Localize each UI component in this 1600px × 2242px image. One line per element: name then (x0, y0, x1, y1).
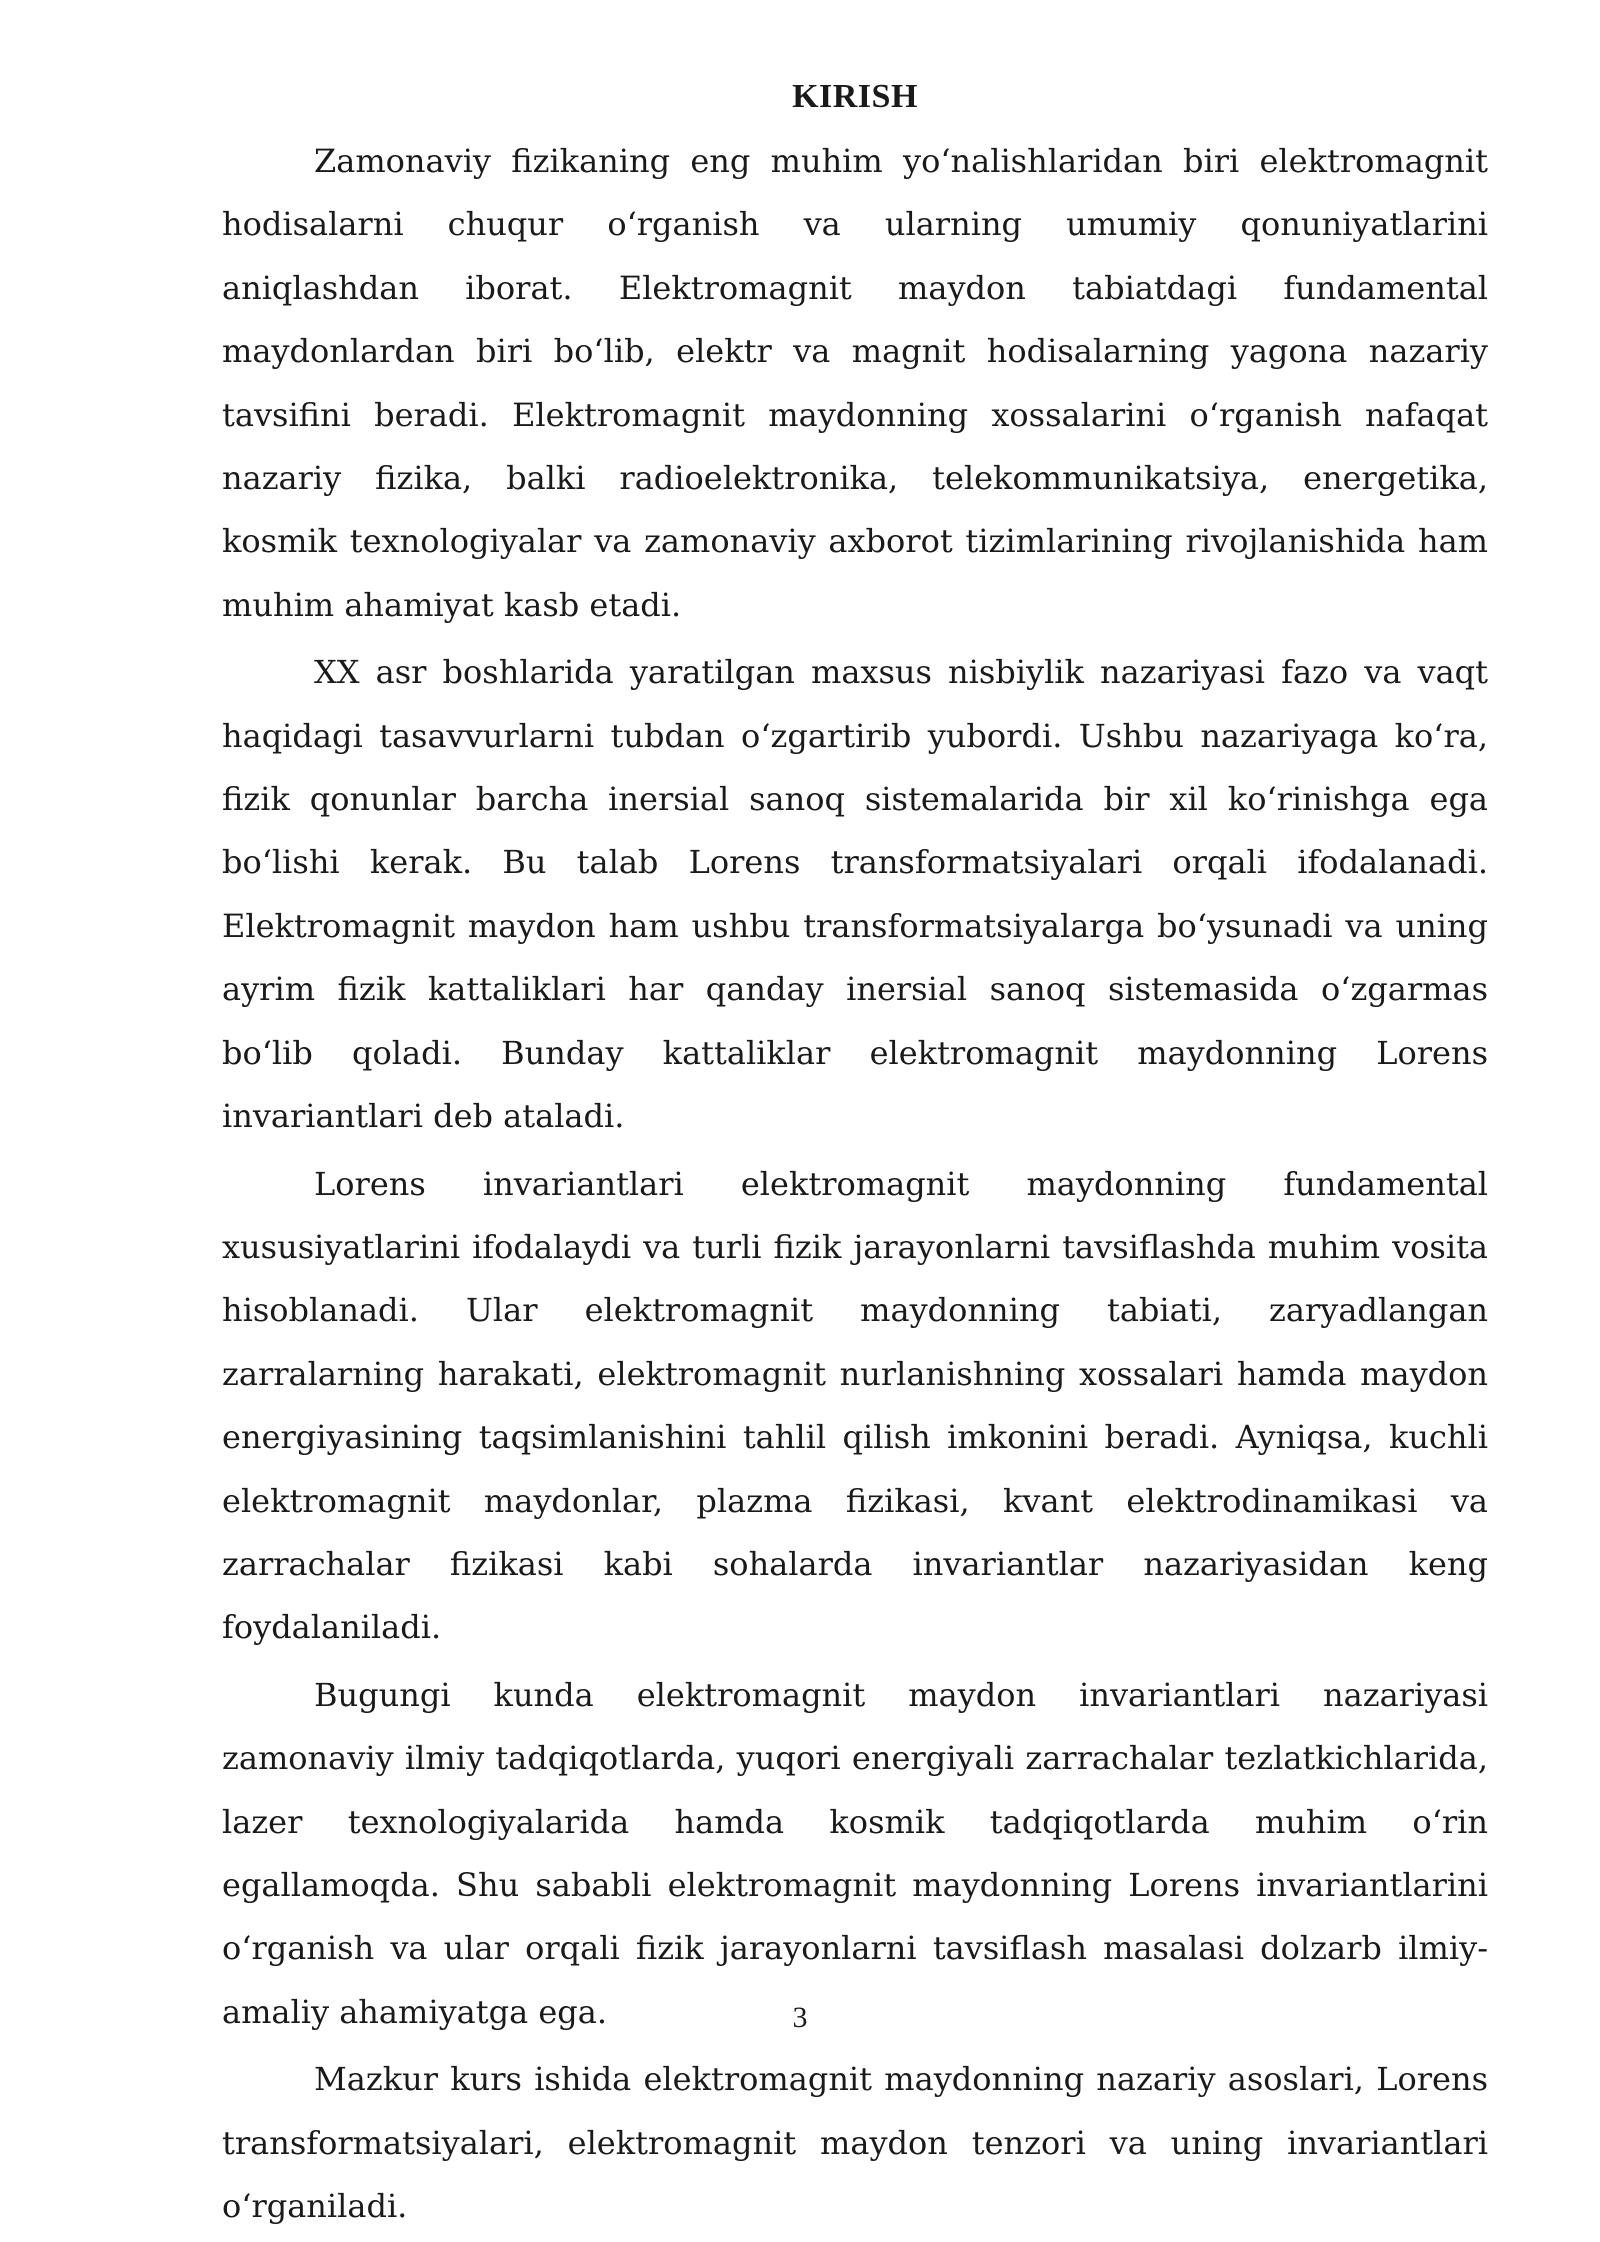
page-number: 3 (792, 2001, 808, 2034)
paragraph-5: Mazkur kurs ishida elektromagnit maydonning nazariy asoslari, Lorens transformatsiyalari, elektromagnit maydon tenzori va uning invariantlari o‘rganiladi. (222, 2060, 1488, 2225)
section-heading: KIRISH (792, 78, 918, 115)
paragraph-4: Bugungi kunda elektromagnit maydon invariantlari nazariyasi zamonaviy ilmiy tadqiqotlarda, yuqori energiyali zarrachalar tezlatkichlarida, lazer texnologiyalarida hamda kosmik tadqiqotlarda muhim o‘rin egallamoqda. Shu sababli elektromagnit maydonning Lorens invariantlarini o‘rganish va ular orqali fizik jarayonlarni tavsiflash masalasi dolzarb ilmiy-amaliy ahamiyatga ega. (222, 1675, 1488, 2031)
paragraph-3: Lorens invariantlari elektromagnit maydonning fundamental xususiyatlarini ifodalaydi va turli fizik jarayonlarni tavsiflashda muhim vosita hisoblanadi. Ular elektromagnit maydonning tabiati, zaryadlangan zarralarning harakati, elektromagnit nurlanishning xossalari hamda maydon energiyasining taqsimlanishini tahlil qilish imkonini beradi. Ayniqsa, kuchli elektromagnit maydonlar, plazma fizikasi, kvant elektrodinamikasi va zarrachalar fizikasi kabi sohalarda invariantlar nazariyasidan keng foydalaniladi. (222, 1164, 1488, 1647)
document-page (222, 72, 1488, 2242)
paragraph-2: XX asr boshlarida yaratilgan maxsus nisbiylik nazariyasi fazo va vaqt haqidagi tasavvurlarni tubdan o‘zgartirib yubordi. Ushbu nazariyaga ko‘ra, fizik qonunlar barcha inersial sanoq sistemalarida bir xil ko‘rinishga ega bo‘lishi kerak. Bu talab Lorens transformatsiyalari orqali ifodalanadi. Elektromagnit maydon ham ushbu transformatsiyalarga bo‘ysunadi va uning ayrim fizik kattaliklari har qanday inersial sanoq sistemasida o‘zgarmas bo‘lib qoladi. Bunday kattaliklar elektromagnit maydonning Lorens invariantlari deb ataladi. (222, 653, 1488, 1136)
paragraph-1: Zamonaviy fizikaning eng muhim yo‘nalishlaridan biri elektromagnit hodisalarni chuqur o‘rganish va ularning umumiy qonuniyatlarini aniqlashdan iborat. Elektromagnit maydon tabiatdagi fundamental maydonlardan biri bo‘lib, elektr va magnit hodisalarning yagona nazariy tavsifini beradi. Elektromagnit maydonning xossalarini o‘rganish nafaqat nazariy fizika, balki radioelektronika, telekommunikatsiya, energetika, kosmik texnologiyalar va zamonaviy axborot tizimlarining rivojlanishida ham muhim ahamiyat kasb etadi. (222, 142, 1488, 624)
